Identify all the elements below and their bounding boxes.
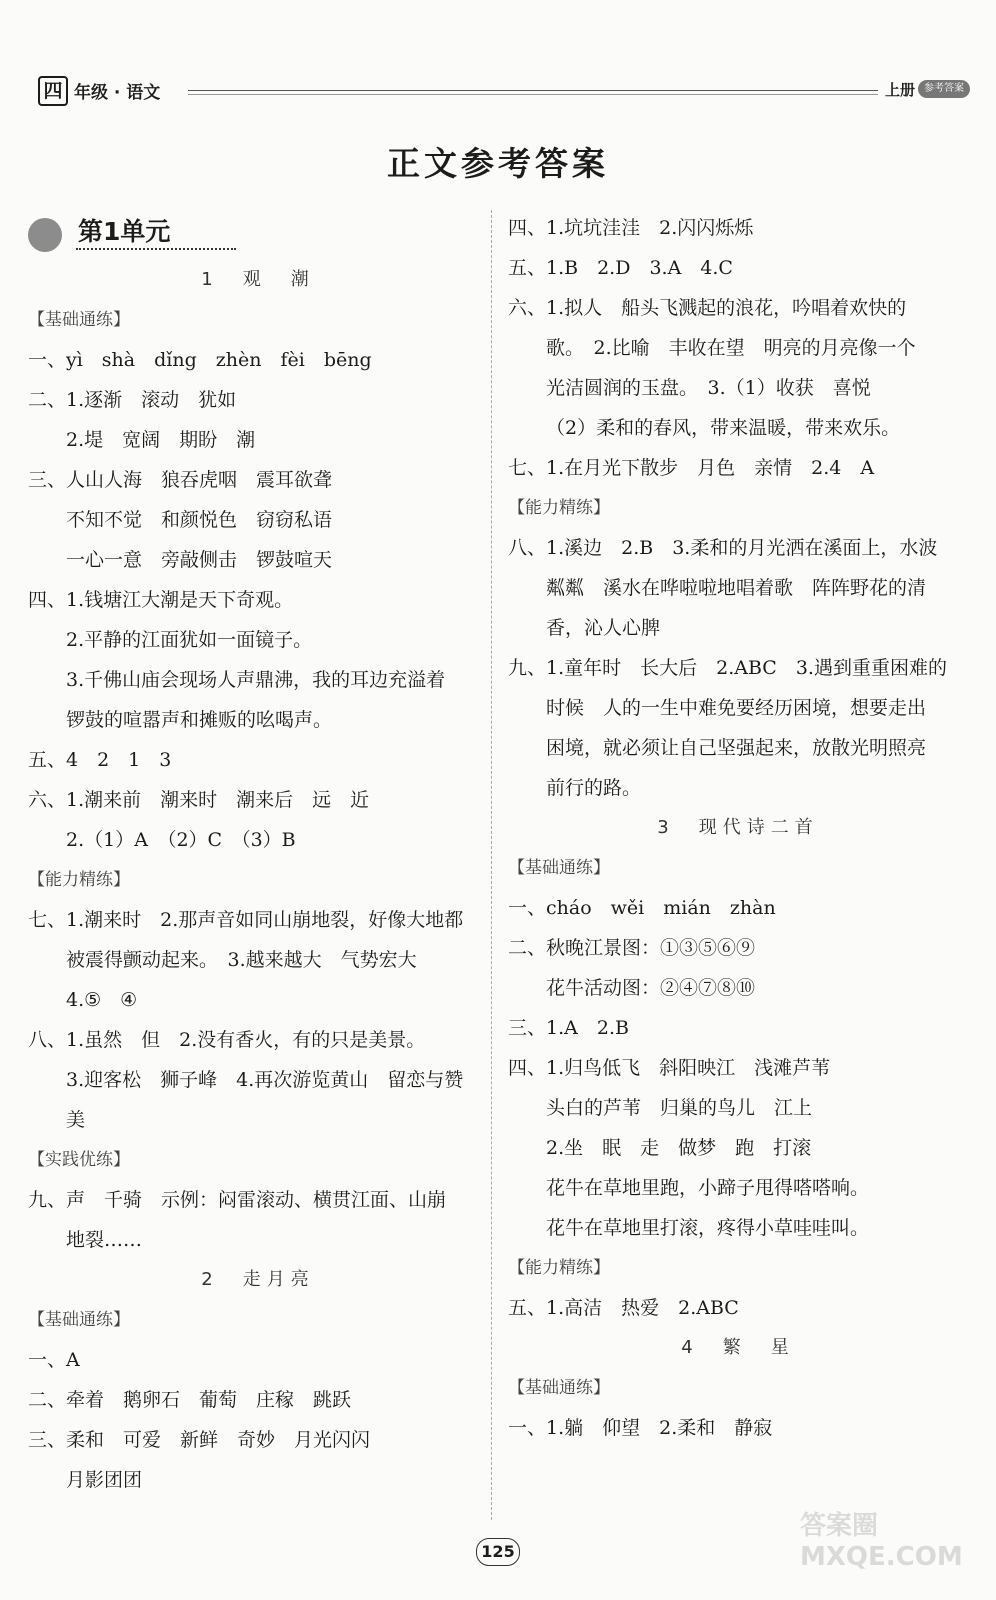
section-label: 【基础通练】	[28, 1310, 130, 1330]
answer-line: 一、1.躺 仰望 2.柔和 静寂	[508, 1417, 773, 1439]
answer-line: 歌。 2.比喻 丰收在望 明亮的月亮像一个	[546, 337, 916, 359]
answer-line: 一、yì shà dǐng zhèn fèi bēng	[28, 349, 372, 371]
section-label: 【基础通练】	[508, 858, 610, 878]
page-title: 正文参考答案	[387, 144, 609, 183]
answer-line: 月影团团	[66, 1469, 143, 1491]
answer-line: 五、1.高洁 热爱 2.ABC	[508, 1297, 739, 1319]
answer-line: 地裂……	[66, 1229, 143, 1251]
column-divider	[491, 210, 492, 1520]
answer-line: 七、1.在月光下散步 月色 亲情 2.4 A	[508, 457, 875, 479]
section-label: 【能力精练】	[508, 1258, 610, 1278]
volume-label: 上册	[885, 81, 916, 99]
answer-line: 锣鼓的喧嚣声和摊贩的吆喝声。	[66, 709, 333, 731]
section-label: 【能力精练】	[508, 498, 610, 518]
answer-line: 头白的芦苇 归巢的鸟儿 江上	[546, 1097, 813, 1119]
lesson-title: 3 现代诗二首	[657, 817, 819, 838]
answer-line: 五、4 2 1 3	[28, 749, 172, 771]
answer-line: 九、1.童年时 长大后 2.ABC 3.遇到重重困难的	[508, 657, 947, 679]
answer-line: 一心一意 旁敲侧击 锣鼓喧天	[66, 549, 333, 571]
answer-line: 四、1.归鸟低飞 斜阳映江 浅滩芦苇	[508, 1057, 831, 1079]
answer-line: 四、1.坑坑洼洼 2.闪闪烁烁	[508, 217, 754, 239]
answer-line: 二、秋晚江景图：①③⑤⑥⑨	[508, 937, 756, 959]
answer-line: 2.（1）A （2）C （3）B	[66, 829, 296, 851]
answer-line: 不知不觉 和颜悦色 窃窃私语	[66, 509, 333, 531]
answer-line: 七、1.潮来时 2.那声音如同山崩地裂，好像大地都	[28, 909, 464, 931]
answer-line: 八、1.虽然 但 2.没有香火，有的只是美景。	[28, 1029, 426, 1051]
answer-line: 2.坐 眠 走 做梦 跑 打滚	[546, 1137, 812, 1159]
left-column	[28, 208, 488, 1500]
answer-line: 三、柔和 可爱 新鲜 奇妙 月光闪闪	[28, 1429, 371, 1451]
unit-underline	[76, 248, 236, 250]
unit-title: 第1单元	[78, 217, 171, 246]
answer-line: 二、牵着 鹅卵石 葡萄 庄稼 跳跃	[28, 1389, 352, 1411]
header-rule	[188, 90, 878, 91]
answer-line: 花牛在草地里打滚，疼得小草哇哇叫。	[546, 1217, 870, 1239]
header-rule-thin	[188, 94, 878, 95]
section-label: 【基础通练】	[28, 310, 130, 330]
answer-line: 美	[66, 1109, 86, 1131]
answer-line: 3.千佛山庙会现场人声鼎沸，我的耳边充溢着	[66, 669, 446, 691]
answer-line: 三、人山人海 狼吞虎咽 震耳欲聋	[28, 469, 333, 491]
lesson-title: 1 观 潮	[201, 269, 315, 290]
answer-line: 3.迎客松 狮子峰 4.再次游览黄山 留恋与赞	[66, 1069, 464, 1091]
answer-line: 困境，就必须让自己坚强起来，放散光明照亮	[546, 737, 927, 759]
unit-heading	[28, 208, 488, 260]
answer-line: 被震得颤动起来。 3.越来越大 气势宏大	[66, 949, 417, 971]
answer-line: 时候 人的一生中难免要经历困境，想要走出	[546, 697, 927, 719]
page-number-text: 125	[476, 1538, 520, 1566]
answer-line: 五、1.B 2.D 3.A 4.C	[508, 257, 733, 279]
answer-line: 一、A	[28, 1349, 80, 1371]
answer-line: 香，沁人心脾	[546, 617, 661, 639]
page-header	[38, 76, 964, 106]
section-label: 【基础通练】	[508, 1378, 610, 1398]
answer-line: （2）柔和的春风，带来温暖，带来欢乐。	[546, 417, 901, 439]
answer-line: 光洁圆润的玉盘。 3.（1）收获 喜悦	[546, 377, 871, 399]
answer-line: 花牛在草地里跑，小蹄子甩得嗒嗒响。	[546, 1177, 870, 1199]
answer-line: 粼粼 溪水在哗啦啦地唱着歌 阵阵野花的清	[546, 577, 927, 599]
answer-line: 二、1.逐渐 滚动 犹如	[28, 389, 237, 411]
answer-line: 2.平静的江面犹如一面镜子。	[66, 629, 313, 651]
answer-line: 一、cháo wěi mián zhàn	[508, 897, 776, 919]
lesson-title: 2 走月亮	[201, 1269, 315, 1290]
section-label: 【实践优练】	[28, 1150, 130, 1170]
lesson-title: 4 繁 星	[681, 1337, 795, 1358]
grade-subject: 年级 · 语文	[74, 83, 161, 103]
answer-line: 九、声 千骑 示例：闷雷滚动、横贯江面、山崩	[28, 1189, 447, 1211]
answer-line: 4.⑤ ④	[66, 989, 138, 1011]
right-column	[508, 208, 968, 1448]
answer-line: 八、1.溪边 2.B 3.柔和的月光洒在溪面上，水波	[508, 537, 938, 559]
answer-badge: 参考答案	[918, 80, 970, 98]
watermark: 答案圈 MXQE.COM	[800, 1511, 963, 1572]
answer-line: 四、1.钱塘江大潮是天下奇观。	[28, 589, 294, 611]
answer-line: 三、1.A 2.B	[508, 1017, 629, 1039]
answer-line: 六、1.潮来前 潮来时 潮来后 远 近	[28, 789, 370, 811]
answer-line: 前行的路。	[546, 777, 642, 799]
answer-line: 六、1.拟人 船头飞溅起的浪花，吟唱着欢快的	[508, 297, 907, 319]
answer-line: 花牛活动图：②④⑦⑧⑩	[546, 977, 756, 999]
section-label: 【能力精练】	[28, 870, 130, 890]
grade-box: 四	[38, 76, 68, 106]
unit-bullet-icon	[28, 218, 62, 252]
answer-line: 2.堤 宽阔 期盼 潮	[66, 429, 256, 451]
